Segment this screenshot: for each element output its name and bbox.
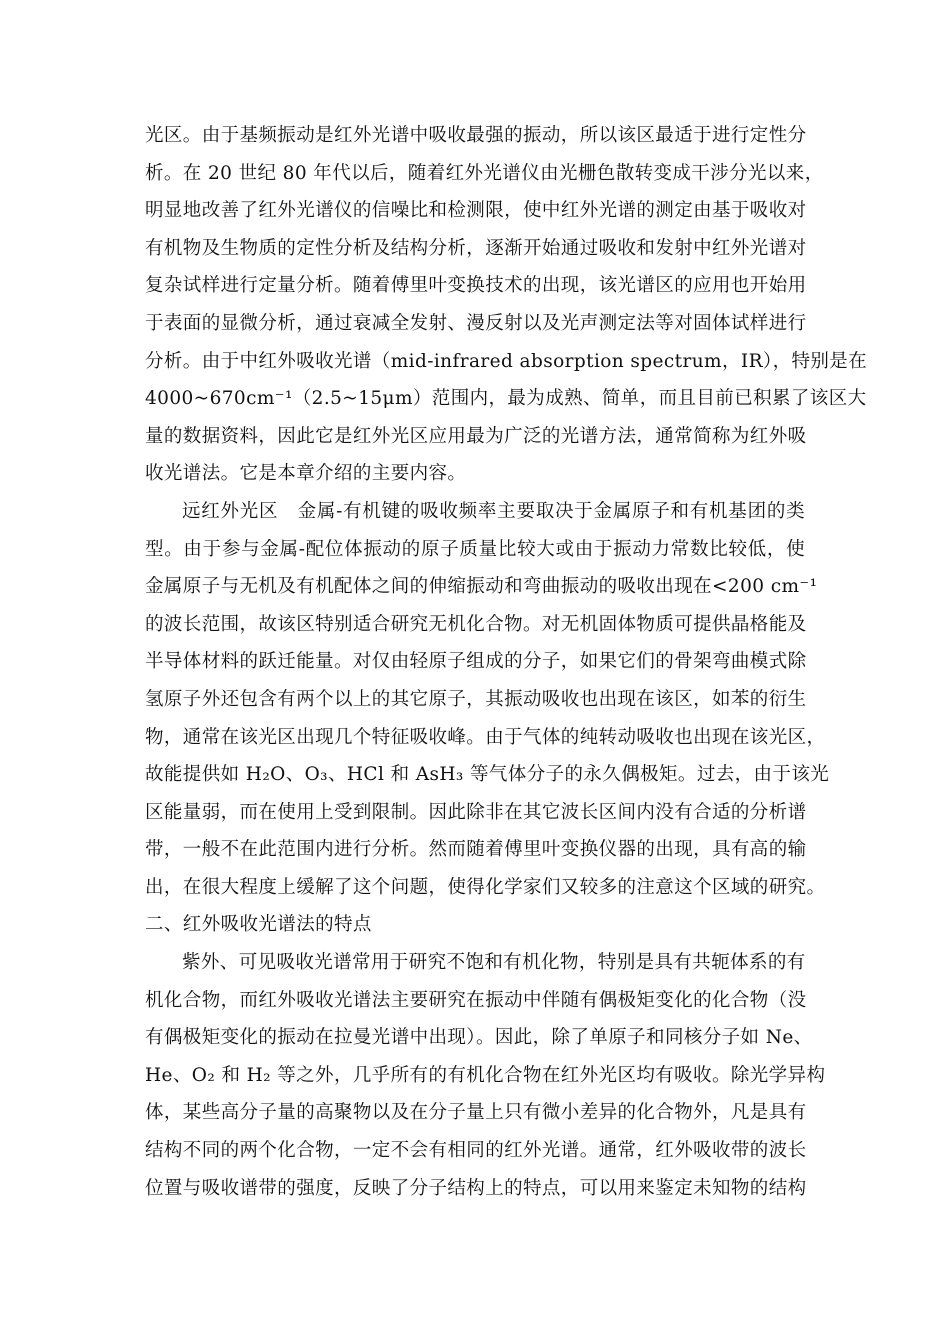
text-line: 带，一般不在此范围内进行分析。然而随着傅里叶变换仪器的出现，具有高的输 [145, 839, 807, 861]
text-line: 故能提供如 H₂O、O₃、HCl 和 AsH₃ 等气体分子的永久偶极矩。过去，由于该光 [145, 764, 830, 786]
text-line: 4000~670cm⁻¹（2.5~15μm）范围内，最为成熟、简单，而且目前已积累了该区大 [145, 388, 867, 410]
text-line: 光区。由于基频振动是红外光谱中吸收最强的振动，所以该区最适于进行定性分 [145, 125, 807, 146]
text-line: 复杂试样进行定量分析。随着傅里叶变换技术的出现，该光谱区的应用也开始用 [145, 275, 807, 297]
paragraph-mid-ir [145, 117, 868, 493]
text-line: 氢原子外还包含有两个以上的其它原子，其振动吸收也出现在该区，如苯的衍生 [145, 688, 807, 710]
paragraph-features [145, 944, 826, 1207]
text-line: 收光谱法。它是本章介绍的主要内容。 [145, 463, 467, 485]
text-line: 半导体材料的跃迁能量。对仅由轻原子组成的分子，如果它们的骨架弯曲模式除 [145, 651, 807, 673]
text-line: 于表面的显微分析，通过衰减全发射、漫反射以及光声测定法等对固体试样进行 [145, 312, 807, 334]
text-line: 体，某些高分子量的高聚物以及在分子量上只有微小差异的化合物外，凡是具有 [145, 1102, 807, 1124]
text-line: 紫外、可见吸收光谱常用于研究不饱和有机化物，特别是具有共轭体系的有 [182, 952, 806, 974]
text-line: He、O₂ 和 H₂ 等之外，几乎所有的有机化合物在红外光区均有吸收。除光学异构 [145, 1064, 826, 1086]
text-line: 位置与吸收谱带的强度，反映了分子结构上的特点，可以用来鉴定未知物的结构 [145, 1177, 807, 1199]
section-heading: 二、红外吸收光谱法的特点 [145, 914, 372, 936]
text-line: 明显地改善了红外光谱仪的信噪比和检测限，使中红外光谱的测定由基于吸收对 [145, 200, 807, 222]
text-line: 析。在 20 世纪 80 年代以后，随着红外光谱仪由光栅色散转变成干涉分光以来， [145, 162, 824, 184]
text-line: 机化合物，而红外吸收光谱法主要研究在振动中伴随有偶极矩变化的化合物（没 [145, 989, 807, 1011]
text-line: 分析。由于中红外吸收光谱（mid-infrared absorption spectrum，IR），特别是在 [145, 350, 868, 372]
text-line: 出，在很大程度上缓解了这个问题，使得化学家们又较多的注意这个区域的研究。 [145, 876, 826, 898]
document-page [145, 117, 868, 1207]
text-line: 物，通常在该光区出现几个特征吸收峰。由于气体的纯转动吸收也出现在该光区， [145, 726, 826, 748]
text-line: 量的数据资料，因此它是红外光区应用最为广泛的光谱方法，通常简称为红外吸 [145, 425, 807, 447]
text-line: 远红外光区 金属-有机键的吸收频率主要取决于金属原子和有机基团的类 [182, 500, 805, 522]
text-line: 区能量弱，而在使用上受到限制。因此除非在其它波长区间内没有合适的分析谱 [145, 801, 807, 823]
text-line: 结构不同的两个化合物，一定不会有相同的红外光谱。通常，红外吸收带的波长 [145, 1140, 807, 1162]
paragraph-far-ir [145, 493, 830, 907]
text-line: 有偶极矩变化的振动在拉曼光谱中出现）。因此，除了单原子和同核分子如 Ne、 [145, 1027, 813, 1049]
text-line: 金属原子与无机及有机配体之间的伸缩振动和弯曲振动的吸收出现在<200 cm⁻¹ [145, 576, 818, 598]
text-line: 有机物及生物质的定性分析及结构分析，逐渐开始通过吸收和发射中红外光谱对 [145, 237, 807, 259]
text-line: 的波长范围，故该区特别适合研究无机化合物。对无机固体物质可提供晶格能及 [145, 613, 807, 635]
text-line: 型。由于参与金属-配位体振动的原子质量比较大或由于振动力常数比较低，使 [145, 538, 805, 560]
